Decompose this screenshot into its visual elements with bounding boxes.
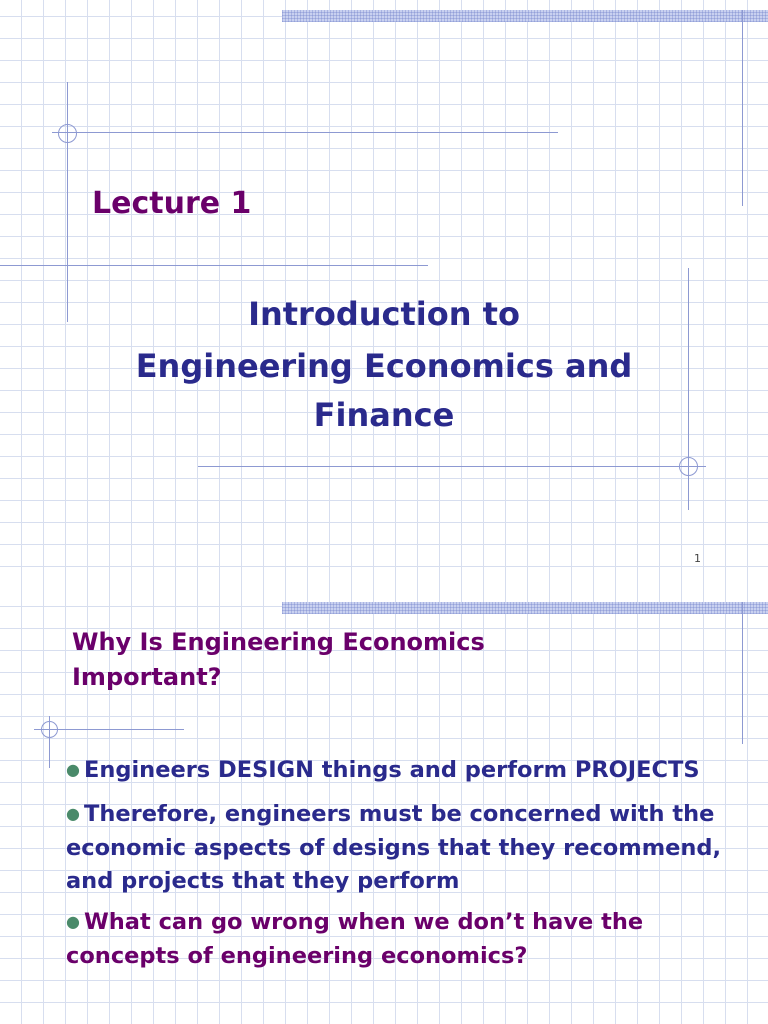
decor-vline [742, 602, 743, 744]
slide-title-line-3: Finance [313, 396, 455, 434]
bullet-text: Therefore, engineers must be concerned with the economic aspects of designs that they recommend, and projects that they perform [66, 801, 722, 894]
decor-hline [198, 466, 706, 467]
header-decor-bar [282, 602, 768, 614]
decor-circle [41, 721, 58, 738]
bullet-item [66, 798, 746, 898]
decor-hline [0, 265, 428, 266]
bullet-item [66, 754, 746, 788]
decor-vline [742, 10, 743, 206]
decor-hline [52, 132, 558, 133]
slide-2-title-line-1: Why Is Engineering Economics [72, 628, 485, 656]
slide-2-title-line-2: Important? [72, 663, 222, 691]
decor-circle [679, 457, 698, 476]
page-number: 1 [694, 552, 701, 565]
bullet-dot-icon: ● [66, 760, 80, 779]
decor-vline [67, 82, 68, 322]
lecture-label: Lecture 1 [92, 186, 252, 221]
bullet-dot-icon: ● [66, 804, 80, 823]
bullet-item [66, 906, 746, 973]
bullet-text: What can go wrong when we don’t have the concepts of engineering economics? [66, 909, 644, 969]
slide-title-line-2: Engineering Economics and [135, 347, 633, 385]
decor-circle [58, 124, 77, 143]
bullet-text: Engineers DESIGN things and perform PROJECTS [83, 757, 700, 783]
header-decor-bar [282, 10, 768, 22]
slide-title-line-1: Introduction to [248, 295, 520, 333]
bullet-dot-icon: ● [66, 912, 80, 931]
